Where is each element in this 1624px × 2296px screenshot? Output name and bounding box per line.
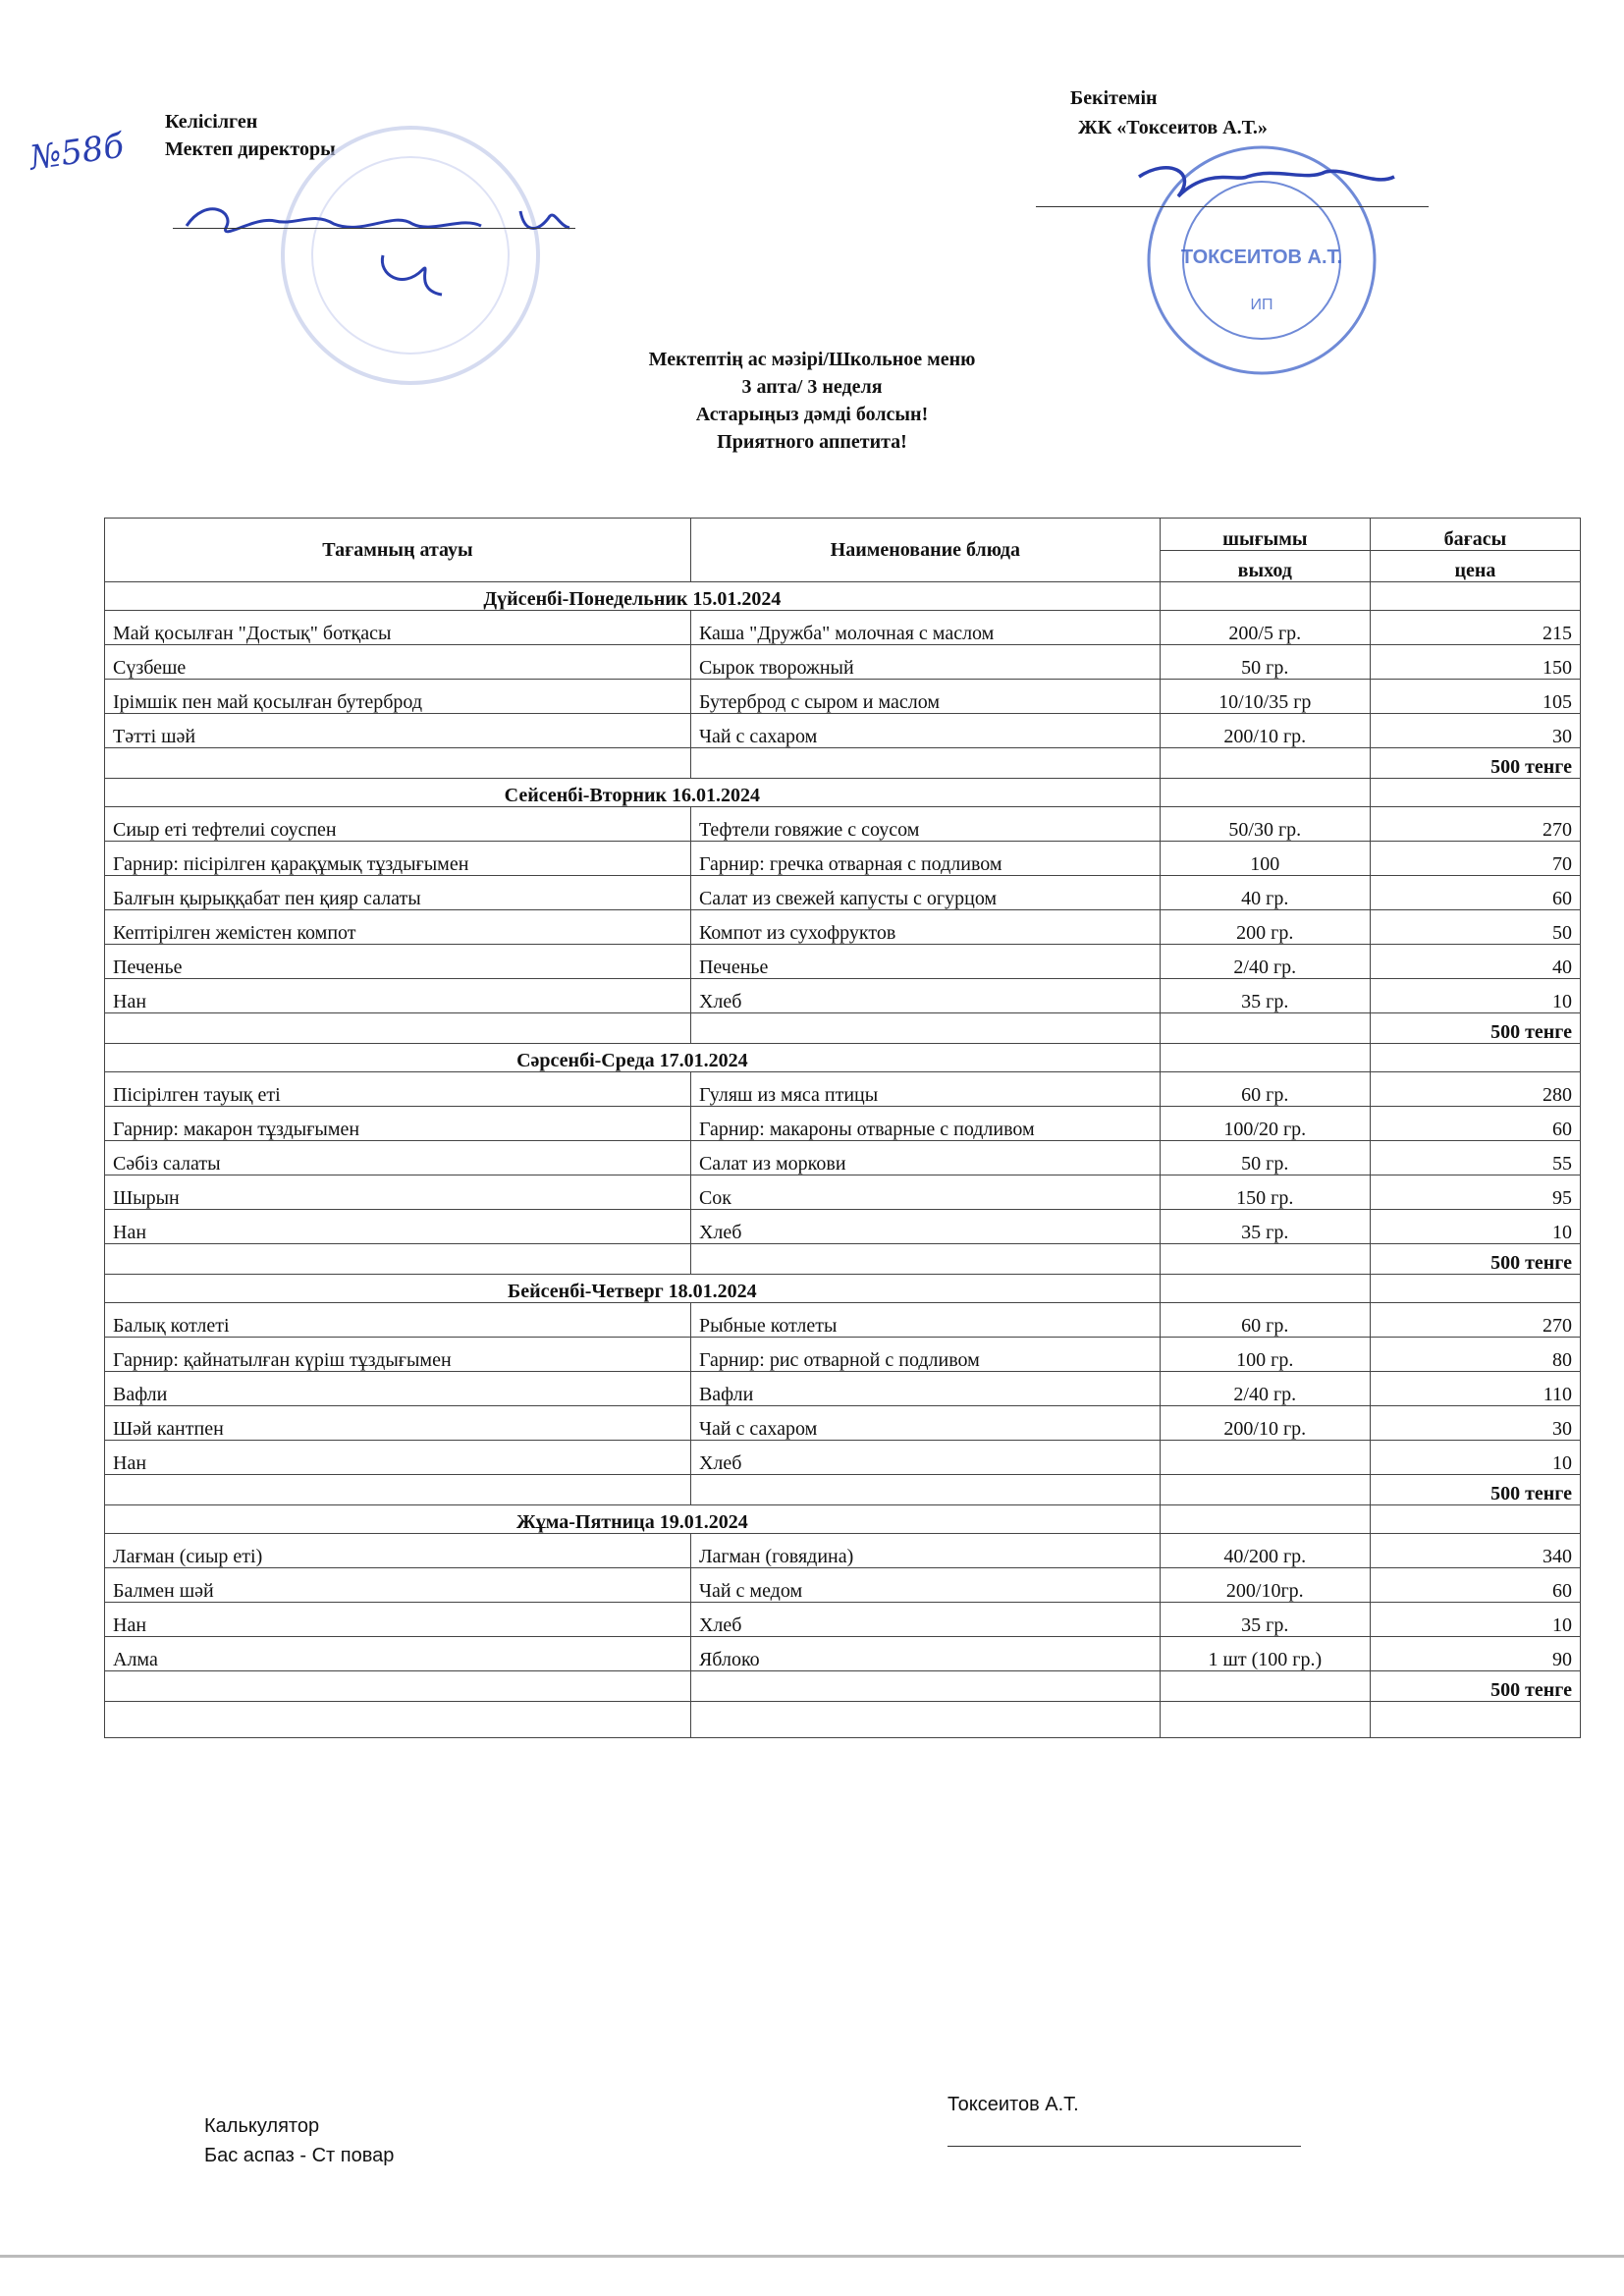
- day-header-row: [105, 779, 1581, 807]
- menu-item-row: [105, 842, 1581, 876]
- day-header-row: [105, 1044, 1581, 1072]
- total-empty-kz: [105, 748, 691, 779]
- dish-name-kz: Гарнир: пісірілген қарақұмық тұздығымен: [105, 842, 691, 876]
- day-empty-yield: [1160, 1275, 1370, 1303]
- dish-name-kz: Гарнир: макарон тұздығымен: [105, 1107, 691, 1141]
- dish-price: 10: [1370, 1210, 1580, 1244]
- menu-item-row: [105, 680, 1581, 714]
- dish-price: 30: [1370, 1406, 1580, 1441]
- menu-item-row: [105, 1175, 1581, 1210]
- scan-edge: [0, 2255, 1624, 2258]
- stamp-sub: ИП: [1250, 297, 1273, 313]
- total-empty-ru: [690, 748, 1160, 779]
- blank-kz: [105, 1702, 691, 1738]
- approval-right: [1070, 83, 1268, 142]
- dish-yield: 50 гр.: [1160, 1141, 1370, 1175]
- dish-yield: 1 шт (100 гр.): [1160, 1637, 1370, 1671]
- dish-name-ru: Каша "Дружба" молочная с маслом: [690, 611, 1160, 645]
- total-empty-yield: [1160, 1013, 1370, 1044]
- dish-name-kz: Шәй кантпен: [105, 1406, 691, 1441]
- menu-item-row: [105, 1603, 1581, 1637]
- dish-name-ru: Чай с медом: [690, 1568, 1160, 1603]
- day-label: Сейсенбі-Вторник 16.01.2024: [105, 779, 1161, 807]
- dish-name-kz: Нан: [105, 1441, 691, 1475]
- dish-name-kz: Сүзбеше: [105, 645, 691, 680]
- dish-yield: 60 гр.: [1160, 1072, 1370, 1107]
- dish-price: 60: [1370, 1568, 1580, 1603]
- title-line-2: 3 апта/ 3 неделя: [741, 376, 883, 398]
- dish-name-kz: Май қосылған "Достық" ботқасы: [105, 611, 691, 645]
- dish-yield: 200/10 гр.: [1160, 1406, 1370, 1441]
- dish-price: 55: [1370, 1141, 1580, 1175]
- menu-item-row: [105, 1072, 1581, 1107]
- dish-name-ru: Сок: [690, 1175, 1160, 1210]
- menu-item-row: [105, 1107, 1581, 1141]
- dish-yield: 100/20 гр.: [1160, 1107, 1370, 1141]
- header-yield-kz: шығымы: [1160, 519, 1370, 551]
- total-empty-kz: [105, 1244, 691, 1275]
- dish-name-kz: Печенье: [105, 945, 691, 979]
- approval-right-org: ЖК «Токсеитов А.Т.»: [1078, 117, 1268, 138]
- dish-price: 270: [1370, 1303, 1580, 1338]
- dish-price: 50: [1370, 910, 1580, 945]
- menu-body: [105, 582, 1581, 1738]
- blank-yield: [1160, 1702, 1370, 1738]
- day-total-row: [105, 1475, 1581, 1505]
- dish-name-ru: Гарнир: гречка отварная с подливом: [690, 842, 1160, 876]
- day-total: 500 тенге: [1370, 1475, 1580, 1505]
- menu-item-row: [105, 1210, 1581, 1244]
- dish-yield: 40/200 гр.: [1160, 1534, 1370, 1568]
- menu-item-row: [105, 1141, 1581, 1175]
- footer-calculator: Калькулятор: [204, 2115, 320, 2137]
- dish-price: 110: [1370, 1372, 1580, 1406]
- dish-name-ru: Лагман (говядина): [690, 1534, 1160, 1568]
- day-total-row: [105, 1671, 1581, 1702]
- title-line-4: Приятного аппетита!: [717, 431, 907, 453]
- day-empty-yield: [1160, 1044, 1370, 1072]
- day-total: 500 тенге: [1370, 1244, 1580, 1275]
- menu-item-row: [105, 807, 1581, 842]
- dish-yield: 150 гр.: [1160, 1175, 1370, 1210]
- menu-item-row: [105, 1568, 1581, 1603]
- ref-number: №58б: [27, 126, 127, 179]
- dish-name-kz: Кептірілген жемістен компот: [105, 910, 691, 945]
- dish-yield: 200/10гр.: [1160, 1568, 1370, 1603]
- menu-title: [0, 346, 1624, 456]
- menu-item-row: [105, 1534, 1581, 1568]
- dish-yield: [1160, 1441, 1370, 1475]
- dish-name-kz: Тәтті шәй: [105, 714, 691, 748]
- dish-name-ru: Хлеб: [690, 979, 1160, 1013]
- dish-name-kz: Гарнир: қайнатылған күріш тұздығымен: [105, 1338, 691, 1372]
- menu-item-row: [105, 1303, 1581, 1338]
- dish-name-kz: Вафли: [105, 1372, 691, 1406]
- dish-name-kz: Балғын қырыққабат пен қияр салаты: [105, 876, 691, 910]
- dish-price: 95: [1370, 1175, 1580, 1210]
- dish-yield: 35 гр.: [1160, 1603, 1370, 1637]
- dish-price: 215: [1370, 611, 1580, 645]
- dish-price: 340: [1370, 1534, 1580, 1568]
- total-empty-yield: [1160, 1475, 1370, 1505]
- dish-name-ru: Салат из свежей капусты с огурцом: [690, 876, 1160, 910]
- menu-item-row: [105, 1338, 1581, 1372]
- dish-yield: 200/5 гр.: [1160, 611, 1370, 645]
- dish-yield: 60 гр.: [1160, 1303, 1370, 1338]
- day-label: Сәрсенбі-Среда 17.01.2024: [105, 1044, 1161, 1072]
- total-empty-yield: [1160, 748, 1370, 779]
- dish-price: 60: [1370, 876, 1580, 910]
- day-empty-yield: [1160, 1505, 1370, 1534]
- menu-item-row: [105, 1406, 1581, 1441]
- menu-item-row: [105, 876, 1581, 910]
- total-empty-yield: [1160, 1244, 1370, 1275]
- dish-yield: 10/10/35 гр: [1160, 680, 1370, 714]
- day-empty-price: [1370, 779, 1580, 807]
- total-empty-yield: [1160, 1671, 1370, 1702]
- header-price-kz: бағасы: [1370, 519, 1580, 551]
- title-line-1: Мектептің ас мәзірі/Школьное меню: [648, 349, 976, 370]
- stamp-text: ТОКСЕИТОВ А.Т.: [1180, 246, 1343, 268]
- dish-yield: 40 гр.: [1160, 876, 1370, 910]
- dish-price: 60: [1370, 1107, 1580, 1141]
- dish-name-kz: Нан: [105, 1603, 691, 1637]
- dish-price: 10: [1370, 1441, 1580, 1475]
- dish-name-ru: Бутерброд с сыром и маслом: [690, 680, 1160, 714]
- menu-item-row: [105, 1372, 1581, 1406]
- menu-item-row: [105, 1637, 1581, 1671]
- dish-name-ru: Чай с сахаром: [690, 1406, 1160, 1441]
- day-label: Бейсенбі-Четверг 18.01.2024: [105, 1275, 1161, 1303]
- menu-item-row: [105, 611, 1581, 645]
- day-empty-price: [1370, 1044, 1580, 1072]
- blank-row: [105, 1702, 1581, 1738]
- dish-name-ru: Хлеб: [690, 1441, 1160, 1475]
- day-label: Дүйсенбі-Понедельник 15.01.2024: [105, 582, 1161, 611]
- approval-right-title: Бекітемін: [1070, 87, 1158, 109]
- footer-signer-name: Токсеитов А.Т.: [947, 2094, 1079, 2115]
- day-empty-price: [1370, 582, 1580, 611]
- dish-name-kz: Балық котлеті: [105, 1303, 691, 1338]
- total-empty-kz: [105, 1475, 691, 1505]
- dish-yield: 50 гр.: [1160, 645, 1370, 680]
- day-total-row: [105, 1244, 1581, 1275]
- approval-left-title: Келісілген: [165, 111, 258, 133]
- blank-ru: [690, 1702, 1160, 1738]
- dish-name-kz: Нан: [105, 1210, 691, 1244]
- day-header-row: [105, 1505, 1581, 1534]
- dish-price: 90: [1370, 1637, 1580, 1671]
- menu-item-row: [105, 714, 1581, 748]
- footer-signature-line: [947, 2146, 1301, 2147]
- dish-price: 70: [1370, 842, 1580, 876]
- blank-price: [1370, 1702, 1580, 1738]
- dish-price: 105: [1370, 680, 1580, 714]
- day-total: 500 тенге: [1370, 1671, 1580, 1702]
- dish-yield: 2/40 гр.: [1160, 945, 1370, 979]
- dish-name-ru: Гуляш из мяса птицы: [690, 1072, 1160, 1107]
- total-empty-kz: [105, 1671, 691, 1702]
- dish-yield: 2/40 гр.: [1160, 1372, 1370, 1406]
- dish-name-ru: Компот из сухофруктов: [690, 910, 1160, 945]
- dish-name-ru: Сырок творожный: [690, 645, 1160, 680]
- dish-name-kz: Сиыр еті тефтелиі соуспен: [105, 807, 691, 842]
- day-total: 500 тенге: [1370, 748, 1580, 779]
- day-total: 500 тенге: [1370, 1013, 1580, 1044]
- dish-name-kz: Ірімшік пен май қосылған бутерброд: [105, 680, 691, 714]
- day-empty-yield: [1160, 582, 1370, 611]
- dish-price: 30: [1370, 714, 1580, 748]
- dish-name-ru: Хлеб: [690, 1210, 1160, 1244]
- day-empty-yield: [1160, 779, 1370, 807]
- dish-yield: 50/30 гр.: [1160, 807, 1370, 842]
- footer-left: [204, 2111, 394, 2170]
- dish-name-ru: Яблоко: [690, 1637, 1160, 1671]
- total-empty-ru: [690, 1013, 1160, 1044]
- dish-price: 10: [1370, 1603, 1580, 1637]
- total-empty-ru: [690, 1244, 1160, 1275]
- dish-name-ru: Печенье: [690, 945, 1160, 979]
- header-kz-name: Тағамның атауы: [105, 519, 691, 582]
- dish-price: 40: [1370, 945, 1580, 979]
- dish-price: 280: [1370, 1072, 1580, 1107]
- director-signature-line: [173, 228, 575, 229]
- menu-item-row: [105, 979, 1581, 1013]
- menu-item-row: [105, 945, 1581, 979]
- menu-item-row: [105, 910, 1581, 945]
- footer-right: [947, 2094, 1301, 2147]
- menu-item-row: [105, 645, 1581, 680]
- dish-name-kz: Алма: [105, 1637, 691, 1671]
- dish-yield: 200 гр.: [1160, 910, 1370, 945]
- approval-left-role: Мектеп директоры: [165, 138, 336, 160]
- dish-price: 10: [1370, 979, 1580, 1013]
- dish-yield: 35 гр.: [1160, 979, 1370, 1013]
- day-total-row: [105, 748, 1581, 779]
- title-line-3: Астарыңыз дәмді болсын!: [695, 404, 929, 425]
- total-empty-ru: [690, 1475, 1160, 1505]
- day-header-row: [105, 582, 1581, 611]
- approver-signature-line: [1036, 206, 1429, 207]
- dish-name-ru: Гарнир: макароны отварные с подливом: [690, 1107, 1160, 1141]
- menu-table: [104, 518, 1581, 1738]
- footer-chef: Бас аспаз - Ст повар: [204, 2145, 395, 2166]
- dish-yield: 100: [1160, 842, 1370, 876]
- dish-name-ru: Салат из моркови: [690, 1141, 1160, 1175]
- dish-name-ru: Гарнир: рис отварной с подливом: [690, 1338, 1160, 1372]
- dish-name-ru: Чай с сахаром: [690, 714, 1160, 748]
- header-yield-ru: выход: [1160, 550, 1370, 582]
- dish-name-kz: Шырын: [105, 1175, 691, 1210]
- dish-name-ru: Хлеб: [690, 1603, 1160, 1637]
- dish-name-kz: Нан: [105, 979, 691, 1013]
- day-empty-price: [1370, 1505, 1580, 1534]
- dish-price: 270: [1370, 807, 1580, 842]
- dish-name-ru: Вафли: [690, 1372, 1160, 1406]
- menu-item-row: [105, 1441, 1581, 1475]
- dish-price: 150: [1370, 645, 1580, 680]
- dish-name-ru: Тефтели говяжие с соусом: [690, 807, 1160, 842]
- total-empty-ru: [690, 1671, 1160, 1702]
- day-header-row: [105, 1275, 1581, 1303]
- dish-yield: 35 гр.: [1160, 1210, 1370, 1244]
- dish-name-kz: Пісірілген тауық еті: [105, 1072, 691, 1107]
- day-empty-price: [1370, 1275, 1580, 1303]
- dish-name-kz: Сәбіз салаты: [105, 1141, 691, 1175]
- day-total-row: [105, 1013, 1581, 1044]
- dish-name-ru: Рыбные котлеты: [690, 1303, 1160, 1338]
- total-empty-kz: [105, 1013, 691, 1044]
- dish-name-kz: Балмен шәй: [105, 1568, 691, 1603]
- dish-price: 80: [1370, 1338, 1580, 1372]
- dish-yield: 200/10 гр.: [1160, 714, 1370, 748]
- header-price-ru: цена: [1370, 550, 1580, 582]
- header-ru-name: Наименование блюда: [690, 519, 1160, 582]
- day-label: Жұма-Пятница 19.01.2024: [105, 1505, 1161, 1534]
- dish-name-kz: Лағман (сиыр еті): [105, 1534, 691, 1568]
- dish-yield: 100 гр.: [1160, 1338, 1370, 1372]
